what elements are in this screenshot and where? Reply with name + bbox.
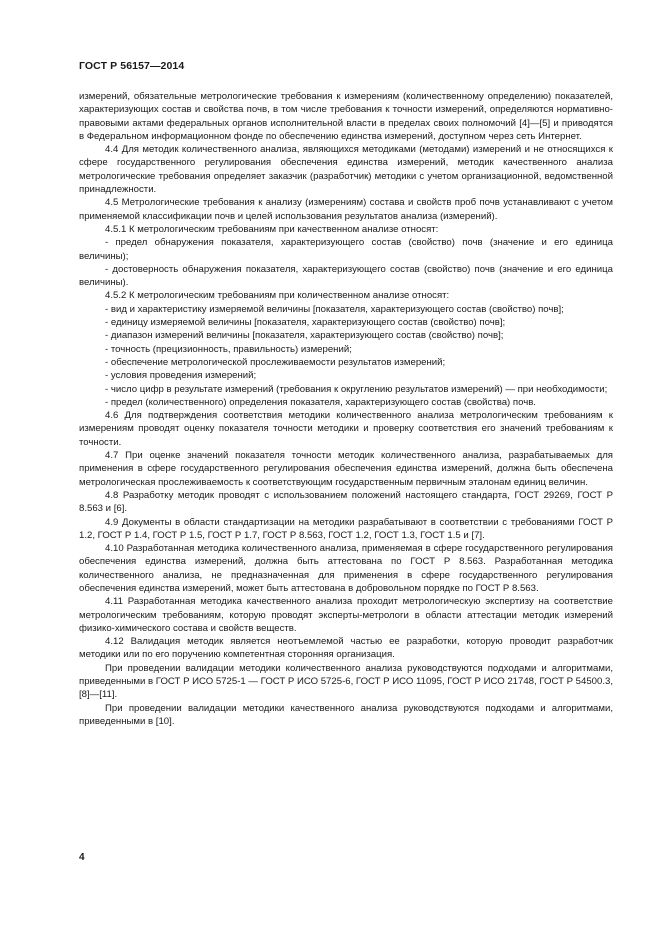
document-body (79, 90, 613, 728)
list-item: - единицу измеряемой величины [показателя, характеризующего состав (свойство) почв]; (105, 317, 506, 329)
list-item: - точность (прецизионность, правильность) измерений; (105, 343, 352, 355)
paragraph: 4.9 Документы в области стандартизации на методики разрабатывают в соответствии с требованиями ГОСТ Р 1.2, ГОСТ Р 1.4, ГОСТ Р 1.5, ГОСТ Р 1.7, ГОСТ Р 8.563, ГОСТ 1.2, ГОСТ 1.3, ГОСТ 1.5 и [7]. (79, 516, 613, 541)
list-item: - условия проведения измерений; (105, 370, 257, 382)
paragraph: 4.12 Валидация методик является неотъемлемой частью ее разработки, которую проводит разработчик методики или по его поручению компетентная сторонняя организация. (79, 636, 613, 661)
paragraph: 4.6 Для подтверждения соответствия методики количественного анализа метрологическим требованиям к измерениям проводят оценку показателя точности методики и проверку соответствия его значений требованиям к точности. (79, 410, 613, 448)
paragraph: 4.10 Разработанная методика количественного анализа, применяемая в сфере государственного регулирования обеспечения единства измерений, должна быть аттестована по ГОСТ Р 8.563. Разработанная методика количественного анализа, не предназначенная для применения в сфере государственного регулирования обеспечения единства измерений, может быть аттестована в добровольном порядке по ГОСТ Р 8.563. (79, 543, 613, 594)
list-item: - обеспечение метрологической прослеживаемости результатов измерений; (105, 356, 446, 368)
page-number: 4 (79, 852, 85, 863)
paragraph: 4.8 Разработку методик проводят с использованием положений настоящего стандарта, ГОСТ 29269, ГОСТ Р 8.563 и [6]. (79, 489, 613, 515)
list-item: - предел обнаружения показателя, характеризующего состав (свойство) почв (значение и его единица величины); (79, 237, 613, 262)
paragraph: 4.5 Метрологические требования к анализу (измерениям) состава и свойств проб почв устанавливают с учетом применяемой классификации почв и целей использования результатов анализа (измерений). (79, 197, 613, 222)
paragraph: При проведении валидации методики количественного анализа руководствуются подходами и алгоритмами, приведенными в ГОСТ Р ИСО 5725-1 — ГОСТ Р ИСО 5725-6, ГОСТ Р ИСО 11095, ГОСТ Р ИСО 21748, ГОСТ Р 54500.3, [8]—[11]. (79, 662, 614, 701)
list-item: - предел (количественного) определения показателя, характеризующего состав (свойства) почв. (105, 396, 536, 408)
paragraph: измерений, обязательные метрологические требования к измерениям (количественному определению) показателей, характеризующих состав и свойства почв, в том числе требования к точности измерений, определяются нормативно-правовыми актами федеральных органов исполнительной власти в пределах своих полномочий [4]—[5] и приводятся в Федеральном информационном фонде по обеспечению единства измерений, доступном через сеть Интернет. (79, 91, 613, 142)
page-header-standard-number: ГОСТ Р 56157—2014 (79, 60, 185, 72)
paragraph: 4.5.2 К метрологическим требованиям при количественном анализе относят: (105, 290, 450, 302)
paragraph: При проведении валидации методики качественного анализа руководствуются подходами и алгоритмами, приведенными в [10]. (79, 702, 613, 727)
paragraph: 4.11 Разработанная методика качественного анализа проходит метрологическую экспертизу на соответствие метрологическим требованиям, которую проводят эксперты-метрологи в области аттестации методик измерений физико-химического состава и свойств веществ. (79, 596, 613, 634)
list-item: - диапазон измерений величины [показателя, характеризующего состав (свойство) почв]; (105, 330, 504, 342)
paragraph: 4.7 При оценке значений показателя точности методик количественного анализа, разрабатываемых для применения в сфере государственного регулирования обеспечения единства измерений, должна быть обеспечена метрологическая прослеживаемость к соответствующим государственным первичным эталонам единиц величин. (79, 450, 613, 488)
list-item: - вид и характеристику измеряемой величины [показателя, характеризующего состав (свойство) почв]; (105, 303, 564, 315)
paragraph: 4.4 Для методик количественного анализа, являющихся методиками (методами) измерений и не относящихся к сфере государственного регулирования обеспечения единства измерений, методик качественного анализа метрологические требования определяет заказчик (разработчик) методики с учетом организационной, ведомственной принадлежности. (79, 144, 613, 196)
paragraph: 4.5.1 К метрологическим требованиям при качественном анализе относят: (105, 223, 439, 235)
list-item: - число цифр в результате измерений (требования к округлению результатов измерений) — при необходимости; (105, 383, 608, 395)
list-item: - достоверность обнаружения показателя, характеризующего состав (свойство) почв (значение и его единица величины). (79, 263, 613, 289)
